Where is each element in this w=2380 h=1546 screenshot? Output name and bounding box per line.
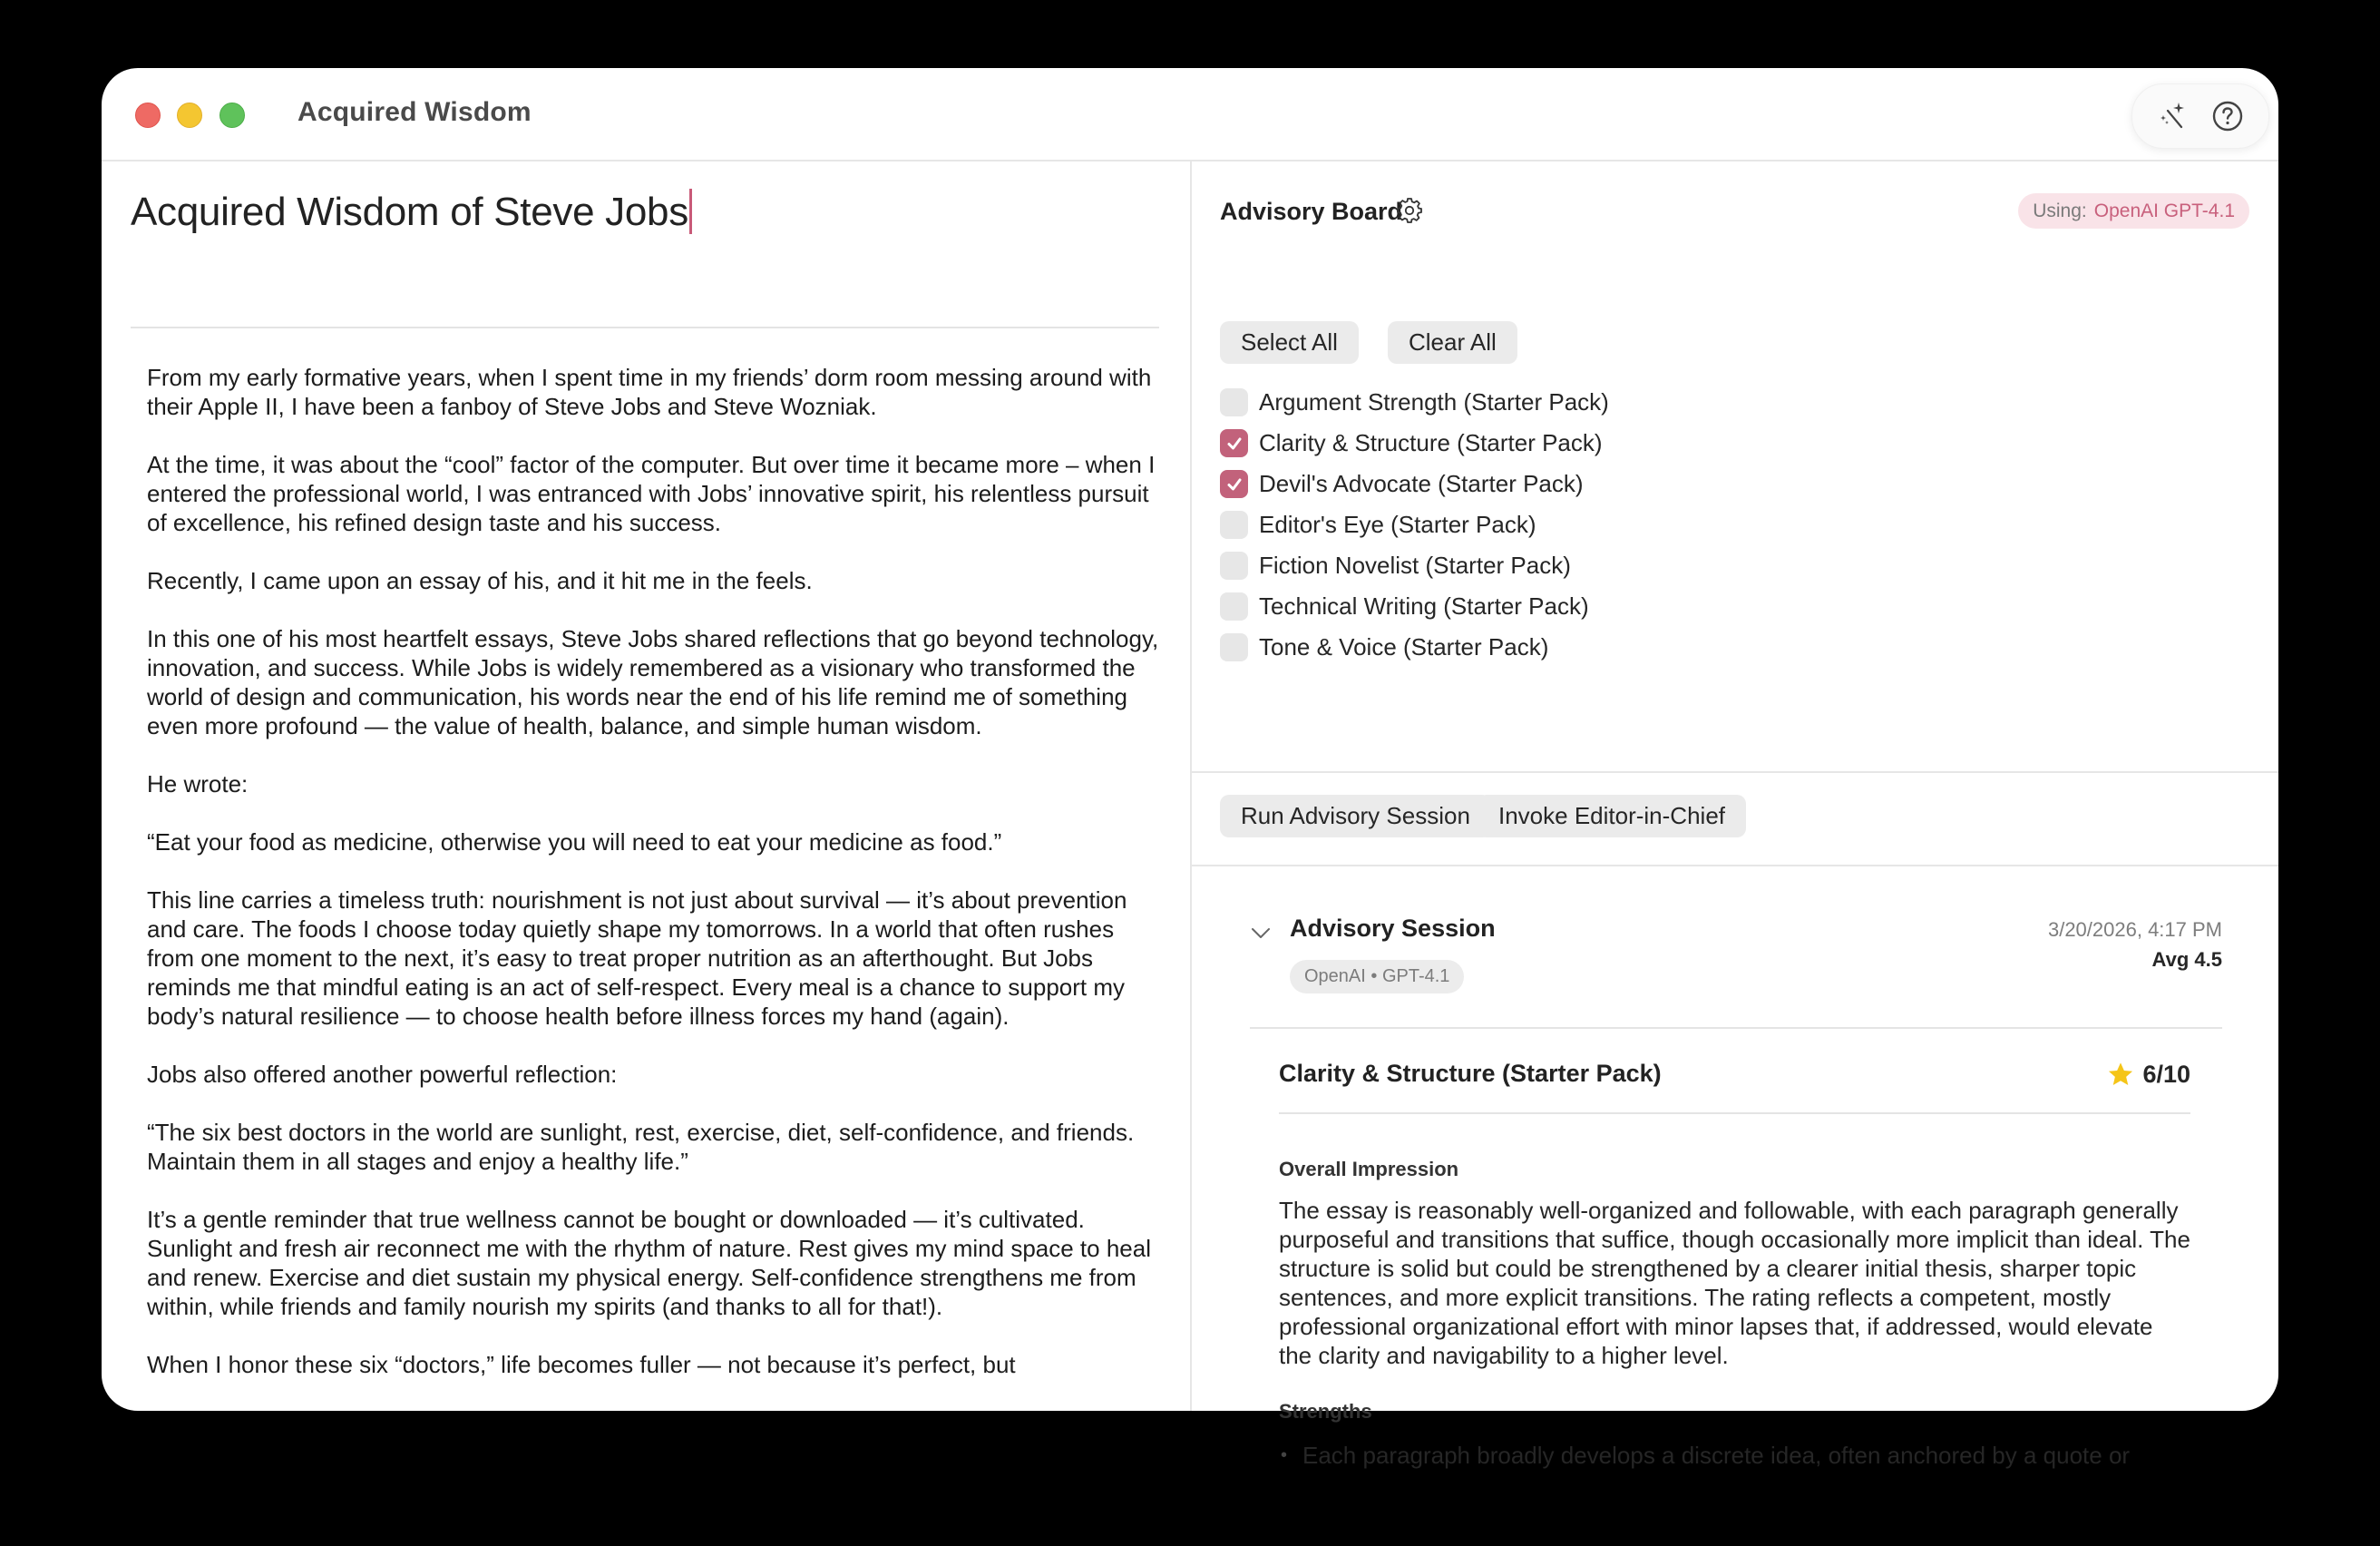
chevron-down-icon <box>1250 925 1272 942</box>
overall-impression-label: Overall Impression <box>1279 1158 1459 1180</box>
help-button[interactable] <box>2211 100 2244 132</box>
checkmark-icon <box>1225 435 1244 453</box>
advisor-editors-eye[interactable] <box>1220 504 1609 545</box>
advisor-technical-writing[interactable] <box>1220 586 1609 627</box>
toolbar-group <box>2131 83 2269 149</box>
advisor-argument-strength[interactable] <box>1220 382 1609 423</box>
advisory-settings-button[interactable] <box>1395 196 1424 225</box>
document-body-editor[interactable] <box>147 363 1163 1408</box>
question-circle-icon <box>2211 100 2244 132</box>
review-advisor-name: Clarity & Structure (Starter Pack) <box>1279 1060 1662 1087</box>
session-divider <box>1250 1027 2222 1029</box>
app-window <box>102 68 2278 1469</box>
session-timestamp: 3/20/2026, 4:17 PM <box>2047 918 2222 941</box>
advisor-label: Technical Writing (Starter Pack) <box>1259 592 1589 620</box>
checkbox-checked[interactable] <box>1220 429 1248 457</box>
session-average: Avg 4.5 <box>2151 948 2222 971</box>
advisor-clarity-structure[interactable] <box>1220 423 1609 464</box>
run-advisory-session-button[interactable]: Run Advisory Session <box>1220 795 1491 837</box>
magic-wand-button[interactable] <box>2157 100 2190 132</box>
advisor-label: Clarity & Structure (Starter Pack) <box>1259 429 1603 456</box>
paragraph: When I honor these six “doctors,” life becomes fuller — not because it’s perfect, but <box>147 1351 1016 1378</box>
checkmark-icon <box>1225 475 1244 494</box>
editor-pane <box>102 161 1190 1411</box>
advisory-board-heading: Advisory Board <box>1220 198 1403 225</box>
strengths-list <box>1279 1441 2190 1470</box>
advisor-checklist <box>1220 382 1609 668</box>
window-title: Acquired Wisdom <box>298 97 532 127</box>
advisory-pane <box>1192 161 2278 1469</box>
model-badge-value: OpenAI GPT-4.1 <box>2093 201 2235 221</box>
strengths-label: Strengths <box>1279 1400 1372 1423</box>
model-badge-label: Using: <box>2033 201 2087 221</box>
advisor-devils-advocate[interactable] <box>1220 464 1609 504</box>
star-icon <box>2106 1060 2135 1089</box>
score-value: 6/10 <box>2142 1060 2190 1088</box>
section-divider <box>1192 771 2278 773</box>
advisor-label: Editor's Eye (Starter Pack) <box>1259 511 1536 538</box>
provider-pill: OpenAI • GPT-4.1 <box>1290 960 1464 993</box>
session-title: Advisory Session <box>1290 915 1496 942</box>
collapse-session-button[interactable] <box>1250 925 1272 942</box>
invoke-editor-in-chief-button[interactable]: Invoke Editor-in-Chief <box>1478 795 1746 837</box>
paragraph: Jobs also offered another powerful reflection: <box>147 1061 618 1088</box>
advisor-label: Fiction Novelist (Starter Pack) <box>1259 552 1571 579</box>
checkbox-unchecked[interactable] <box>1220 633 1248 661</box>
text-caret <box>689 189 692 234</box>
advisor-tone-voice[interactable] <box>1220 627 1609 668</box>
advisor-label: Argument Strength (Starter Pack) <box>1259 388 1609 416</box>
paragraph: Recently, I came upon an essay of his, and it hit me in the feels. <box>147 567 813 594</box>
overall-impression-text: The essay is reasonably well-organized and followable, with each paragraph generally purposeful and transitions that suffice, though occasionally more implicit than ideal. The structure is solid but could be strengthened by a clearer initial thesis, sharper topic sentences, and more explicit transitions. The rating reflects a competent, mostly professional organizational effort with minor lapses that, if addressed, would elevate the clarity and navigability to a higher level. <box>1279 1197 2190 1369</box>
close-button[interactable] <box>135 103 161 128</box>
paragraph: “The six best doctors in the world are sunlight, rest, exercise, diet, self-confidence, and friends. Maintain them in all stages and enjoy a healthy life.” <box>147 1119 1135 1175</box>
paragraph: He wrote: <box>147 770 249 797</box>
paragraph: In this one of his most heartfelt essays, Steve Jobs shared reflections that go beyond technology, innovation, and success. While Jobs is widely remembered as a visionary who transformed the world of design and communication, his words near the end of his life remind me of something even more profound — the value of health, balance, and simple human wisdom. <box>147 625 1159 739</box>
title-bar <box>102 68 2278 161</box>
paragraph: From my early formative years, when I spent time in my friends’ dorm room messing around with their Apple II, I have been a fanboy of Steve Jobs and Steve Wozniak. <box>147 364 1152 420</box>
minimize-button[interactable] <box>177 103 202 128</box>
paragraph: “Eat your food as medicine, otherwise you will need to eat your medicine as food.” <box>147 828 1002 856</box>
title-divider <box>131 327 1159 328</box>
section-divider <box>1192 865 2278 866</box>
document-title-input[interactable] <box>131 189 692 235</box>
clear-all-button[interactable]: Clear All <box>1388 321 1517 364</box>
strength-item: • Each paragraph broadly develops a discrete idea, often anchored by a quote or <box>1279 1441 2190 1470</box>
advisor-label: Devil's Advocate (Starter Pack) <box>1259 470 1584 497</box>
checkbox-checked[interactable] <box>1220 470 1248 498</box>
advisor-fiction-novelist[interactable] <box>1220 545 1609 586</box>
paragraph: This line carries a timeless truth: nourishment is not just about survival — it’s about prevention and care. The foods I choose today quietly shape my tomorrows. In a world that often rushes from one moment to the next, it’s easy to treat proper nutrition as an afterthought. But Jobs reminds me that mindful eating is an act of self-respect. Every meal is a chance to support my body’s natural resilience — to choose health before illness forces my hand (again). <box>147 886 1127 1030</box>
checkbox-unchecked[interactable] <box>1220 388 1248 416</box>
model-badge <box>2018 193 2249 229</box>
checkbox-unchecked[interactable] <box>1220 592 1248 621</box>
select-all-button[interactable]: Select All <box>1220 321 1359 364</box>
zoom-button[interactable] <box>219 103 245 128</box>
gear-icon <box>1395 196 1424 225</box>
magic-wand-icon <box>2157 100 2190 132</box>
checkbox-unchecked[interactable] <box>1220 511 1248 539</box>
checkbox-unchecked[interactable] <box>1220 552 1248 580</box>
document-title-text: Acquired Wisdom of Steve Jobs <box>131 190 688 234</box>
paragraph: At the time, it was about the “cool” factor of the computer. But over time it became more – when I entered the professional world, I was entranced with Jobs’ innovative spirit, his relentless pursuit of excellence, his refined design taste and his success. <box>147 451 1156 536</box>
review-score <box>2106 1060 2190 1089</box>
advisor-label: Tone & Voice (Starter Pack) <box>1259 633 1549 660</box>
card-divider <box>1279 1112 2190 1114</box>
paragraph: It’s a gentle reminder that true wellness cannot be bought or downloaded — it’s cultivated. Sunlight and fresh air reconnect me with the rhythm of nature. Rest gives my mind space to heal and renew. Exercise and diet sustain my physical energy. Self-confidence strengthens me from within, while friends and family nourish my spirits (and thanks to all for that!). <box>147 1206 1151 1320</box>
